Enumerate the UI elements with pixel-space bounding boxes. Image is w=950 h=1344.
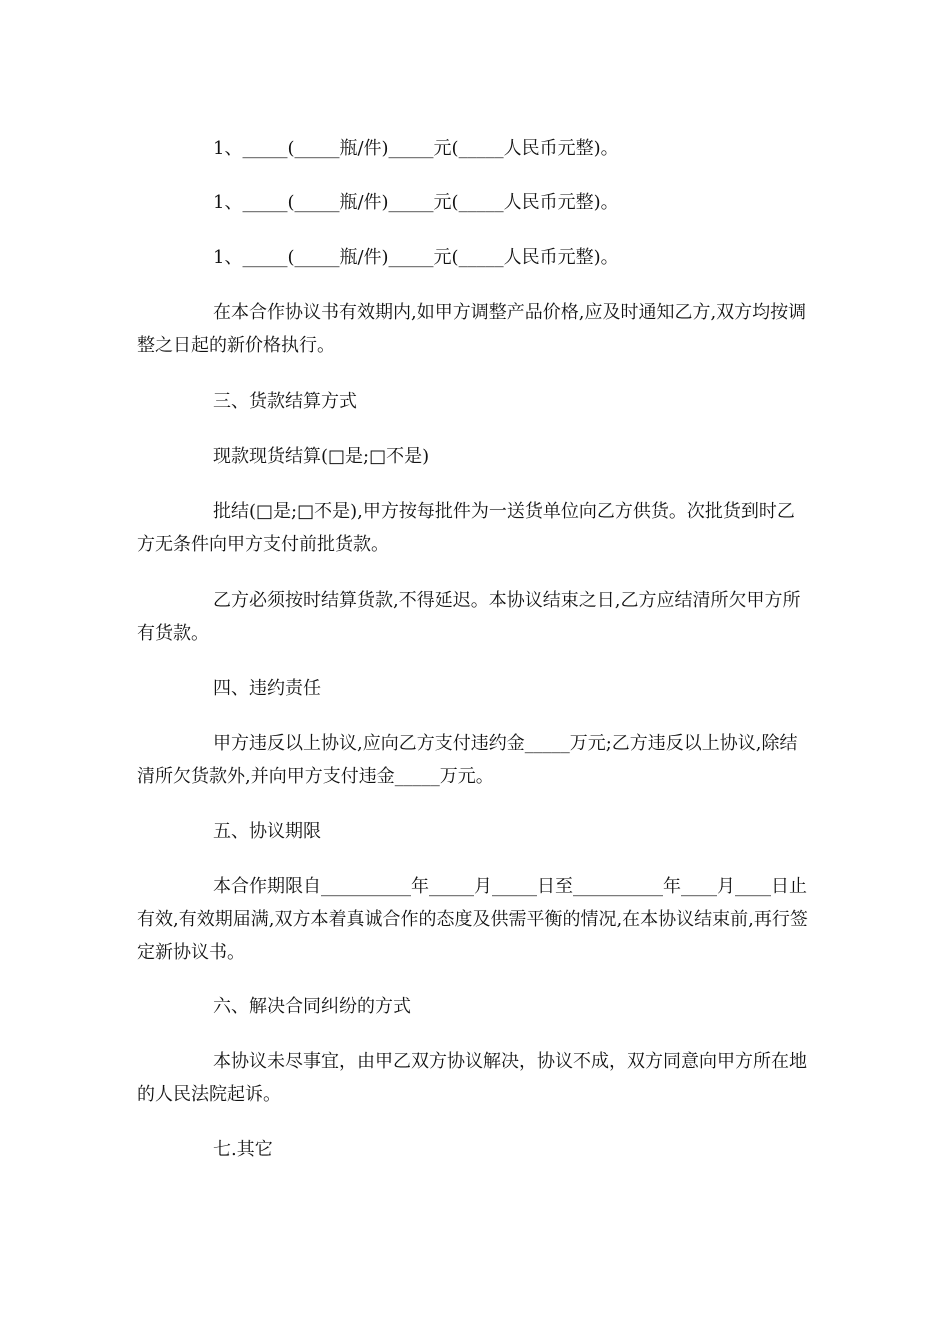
- price-line-3: 1、_____(_____瓶/件)_____元(_____人民币元整)。: [213, 247, 619, 268]
- section4-heading: 四、违约责任: [213, 678, 321, 699]
- batch-settlement-paragraph: 批结(□是;□不是),甲方按每批件为一送货单位向乙方供货。次批货到时乙方无条件向甲方支付前批货款。: [137, 501, 795, 555]
- breach-paragraph: 甲方违反以上协议,应向乙方支付违约金_____万元;乙方违反以上协议,除结清所欠货款外,并向甲方支付违金_____万元。: [137, 733, 798, 787]
- term-paragraph: 本合作期限自__________年_____月_____日至__________年____月____日止有效,有效期届满,双方本着真诚合作的态度及供需平衡的情况,在本协议结束前,再行签定新协议书。: [137, 876, 808, 963]
- payment-on-time-paragraph: 乙方必须按时结算货款,不得延迟。本协议结束之日,乙方应结清所欠甲方所有货款。: [137, 590, 801, 644]
- section7-heading: 七.其它: [213, 1139, 273, 1160]
- section3-heading: 三、货款结算方式: [213, 391, 357, 412]
- cash-settlement-line: 现款现货结算(□是;□不是): [213, 446, 430, 467]
- price-line-2: 1、_____(_____瓶/件)_____元(_____人民币元整)。: [213, 192, 619, 213]
- dispute-paragraph: 本协议未尽事宜，由甲乙双方协议解决，协议不成，双方同意向甲方所在地的人民法院起诉。: [137, 1051, 807, 1105]
- section5-heading: 五、协议期限: [213, 821, 321, 842]
- section6-heading: 六、解决合同纠纷的方式: [213, 996, 411, 1017]
- price-line-1: 1、_____(_____瓶/件)_____元(_____人民币元整)。: [213, 138, 619, 159]
- price-adjust-paragraph: 在本合作协议书有效期内,如甲方调整产品价格,应及时通知乙方,双方均按调整之日起的新价格执行。: [137, 302, 807, 356]
